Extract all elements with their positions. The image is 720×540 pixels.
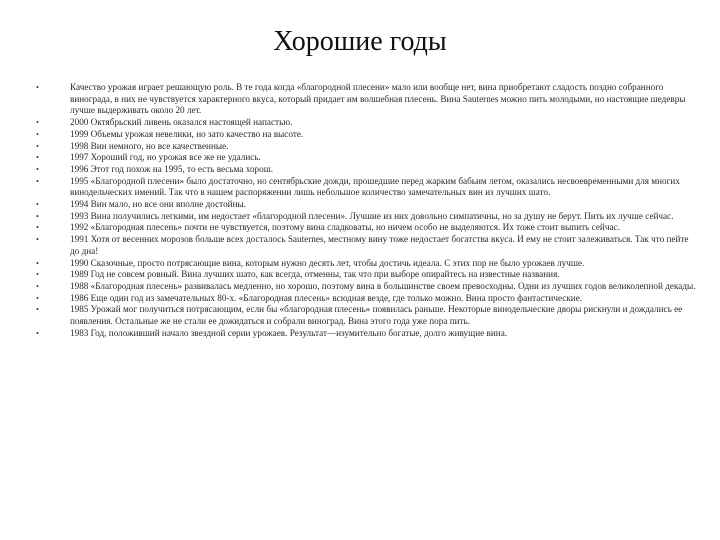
list-item [36,258,698,270]
list-item-text: 1994 Вин мало, но все они вполне достойны. [70,199,246,210]
bullet-list [36,82,698,339]
list-item [36,82,698,117]
bullet-icon: • [36,153,39,163]
list-item [36,164,698,176]
list-item [36,141,698,153]
list-item [36,129,698,141]
list-item-text: 1986 Еще один год из замечательных 80-х. «Благородная плесень» всюдная везде, где только можно. Вина просто фантастические. [70,292,583,303]
list-item-text: 1999 Объемы урожая невелики, но зато качество на высоте. [70,128,304,139]
bullet-icon: • [36,164,39,174]
list-item-text: 1991 Хотя от весенних морозов больше всех досталось Sauternes, местному вину тоже недостает богатства вкуса. И ему не стоит залеживаться. Так что пейте до дна! [70,234,689,256]
bullet-icon: • [36,293,39,303]
bullet-icon: • [36,200,39,210]
bullet-icon: • [36,118,39,128]
bullet-icon: • [36,270,39,280]
list-item [36,152,698,164]
list-item-text: 1983 Год, положивший начало звездной серии урожаев. Результат—изумительно богатые, долго живущие вина. [70,327,508,338]
list-item-text: 1990 Сказочные, просто потрясающие вина, которым нужно десять лет, чтобы достичь идеала. С этих пор не было урожаев лучше. [70,257,585,268]
list-item-text: 1985 Урожай мог получиться потрясающим, если бы «благородная плесень» появилась раньше. Некоторые винодельческие дворы рискнули и дождались ее появления. Остальные же не стали ее дожидаться и собрали виноград. Вина этого года уже пора пить. [70,304,683,327]
list-item-text: 1995 «Благородной плесени» было достаточно, но сентябрьские дожди, прошедшие перед жарким бабьим летом, оказались несвоевременными для многих винодельческих имений. Так что в нашем распоряжении лишь небольшое количество замечательных вин из лучших шато. [70,175,680,198]
list-item [36,293,698,305]
list-item [36,328,698,340]
bullet-icon: • [36,328,39,338]
bullet-icon: • [36,83,39,92]
list-item-text: 1998 Вин немного, но все качественные. [70,140,229,151]
bullet-icon: • [36,235,39,245]
list-item [36,234,698,257]
bullet-icon: • [36,141,39,151]
bullet-icon: • [36,258,39,268]
list-item-text: 1996 Этот год похож на 1995, то есть весьма хорош. [70,163,274,174]
list-item-text: 2000 Октябрьский ливень оказался настоящей напастью. [70,117,293,128]
list-item [36,176,698,199]
bullet-icon: • [36,223,39,233]
list-item-text: 1989 Год не совсем ровный. Вина лучших шато, как всегда, отменны, так что при выборе опирайтесь на известные названия. [70,269,560,280]
bullet-icon: • [36,129,39,139]
bullet-icon: • [36,281,39,291]
list-item [36,222,698,234]
slide-title: Хорошие годы [273,26,447,57]
list-item [36,211,698,223]
list-item [36,304,698,327]
bullet-icon: • [36,211,39,221]
bullet-icon: • [36,305,39,315]
list-item-text: 1992 «Благородная плесень» почти не чувствуется, поэтому вина сладковаты, но ничем особо не выделяются. Их тоже стоит выпить сейчас. [70,222,620,233]
list-item [36,281,698,293]
list-item-text: 1997 Хороший год, но урожая все же не удались. [70,152,261,163]
list-item-text: 1988 «Благородная плесень» развивалась медленно, но хорошо, поэтому вина в большинстве своем превосходны. Одни из лучших годов великолепной декады. [70,280,696,291]
list-item [36,269,698,281]
list-item-text: 1993 Вина получились легкими, им недостает «благородной плесени». Лучшие из них довольно симпатичны, но за душу не берут. Пить их лучше сейчас. [70,210,674,221]
bullet-icon: • [36,176,39,186]
list-item-text: Качество урожая играет решающую роль. В те года когда «благородной плесени» мало или вообще нет, вина приобретают сладость поздно собранного винограда, в них не чувствуется характерного вкуса, который придает им волшебная плесень. Вина Sauternes можно пить молодыми, но настоящие шедевры лучше выдерживать около 20 лет. [70,82,686,116]
list-item [36,199,698,211]
list-item [36,117,698,129]
